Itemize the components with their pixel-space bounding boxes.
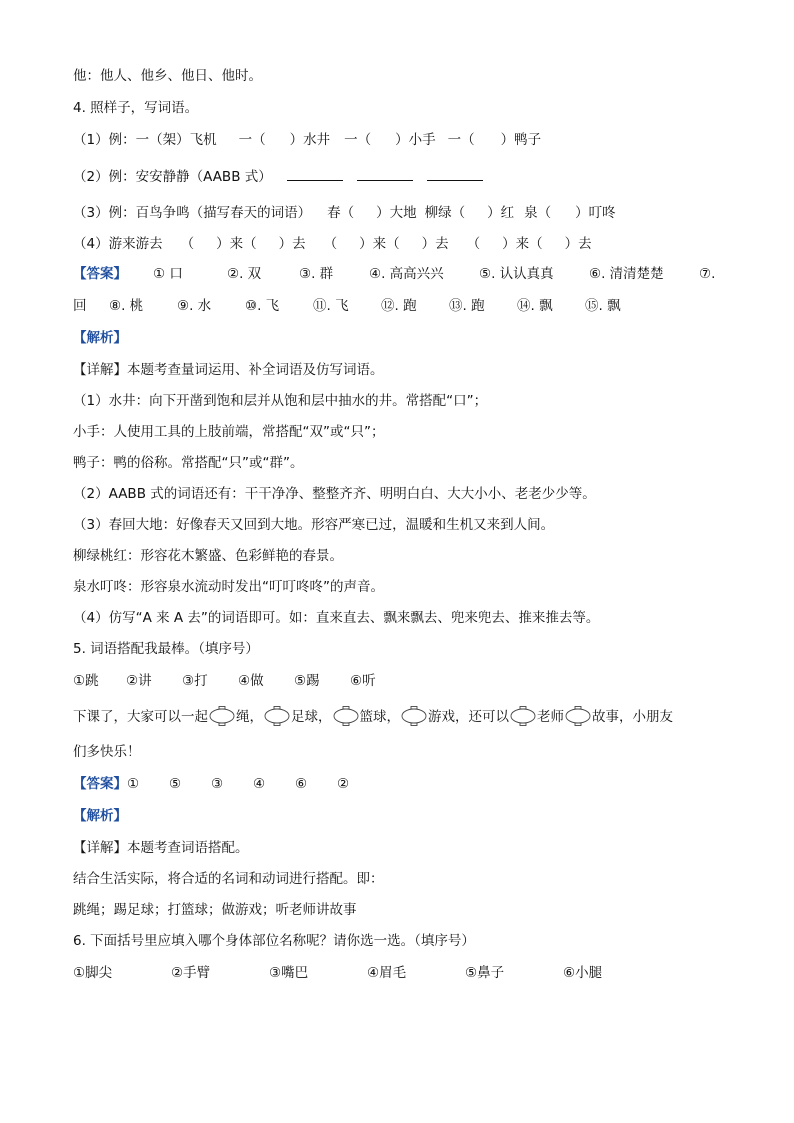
- explanation-5: （3）春回大地：好像春天又回到大地。形容严寒已过，温暖和生机又来到人间。: [73, 517, 555, 533]
- analysis-label-4: 【解析】: [73, 330, 127, 346]
- detail-label: 【详解】: [73, 362, 127, 378]
- lantern-blank-icon[interactable]: [264, 706, 290, 726]
- answer-row-1: [73, 264, 724, 284]
- detail-label: 【详解】: [73, 840, 127, 856]
- answer-label: 【答案】: [73, 776, 127, 792]
- detail-4: 【详解】本题考查量词运用、补全词语及仿写词语。: [73, 362, 384, 378]
- option-item: ③打: [182, 673, 208, 689]
- option-item: ⑤鼻子: [465, 965, 505, 981]
- answer-row-2: [73, 296, 724, 316]
- answer-item: ⑥: [295, 776, 308, 792]
- question-4-title: 4. 照样子，写词语。: [73, 100, 199, 116]
- line-ta-words: 他：他人、他乡、他日、他时。: [73, 68, 262, 84]
- option-item: ①脚尖: [73, 965, 113, 981]
- explanation-4: （2）AABB 式的词语还有：干干净净、整整齐齐、明明白白、大大小小、老老少少等。: [73, 486, 596, 502]
- question-5-options: [73, 671, 724, 691]
- question-6-options: [73, 963, 724, 983]
- explanation-10: 跳绳；踢足球；打篮球；做游戏；听老师讲故事: [73, 902, 357, 918]
- answer-item: ③: [211, 776, 224, 792]
- q4-1-example: （1）例：一（架）飞机: [73, 132, 217, 148]
- question-4-2: [73, 166, 724, 186]
- option-item: ②讲: [126, 673, 152, 689]
- answer-item: ④. 高高兴兴: [369, 266, 444, 282]
- answer-item: ③. 群: [299, 266, 334, 282]
- question-5-sentence: 下课了，大家可以一起 绳， 足球， 篮球， 游戏，还可以 老师 故事，小朋友: [73, 706, 724, 726]
- answer-blank[interactable]: [427, 166, 483, 181]
- answer-item: ⑥. 清清楚楚: [589, 266, 664, 282]
- detail-5: 【详解】本题考查词语搭配。: [73, 840, 249, 856]
- answer-item: ④: [253, 776, 266, 792]
- answer-item: ⑭. 飘: [517, 298, 553, 314]
- explanation-2: 小手：人使用工具的上肢前端，常搭配“双”或“只”；: [73, 424, 385, 440]
- question-5-title: 5. 词语搭配我最棒。（填序号）: [73, 641, 259, 657]
- option-item: ②手臂: [171, 965, 211, 981]
- lantern-blank-icon[interactable]: [565, 706, 591, 726]
- question-4-3: （3）例：百鸟争鸣（描写春天的词语） 春（ ）大地 柳绿（ ）红 泉（ ）叮咚: [73, 205, 616, 221]
- answer-item: ⑤: [169, 776, 182, 792]
- question-5-sentence-cont: 们多快乐！: [73, 744, 141, 760]
- lantern-blank-icon[interactable]: [510, 706, 536, 726]
- explanation-6: 柳绿桃红：形容花木繁盛、色彩鲜艳的春景。: [73, 548, 343, 564]
- answer-row-5: [73, 774, 724, 794]
- question-4-1: （1）例：一（架）飞机 一（ ）水井 一（ ）小手 一（ ）鸭子: [73, 132, 542, 148]
- answer-item: 回: [73, 298, 87, 314]
- answer-item: ①: [127, 776, 140, 792]
- question-4-4: （4）游来游去 （ ）来（ ）去 （ ）来（ ）去 （ ）来（ ）去: [73, 236, 592, 252]
- explanation-1: （1）水井：向下开凿到饱和层并从饱和层中抽水的井。常搭配“口”；: [73, 393, 488, 409]
- explanation-7: 泉水叮咚：形容泉水流动时发出“叮叮咚咚”的声音。: [73, 579, 384, 595]
- q4-4-example: （4）游来游去: [73, 236, 163, 252]
- lantern-blank-icon[interactable]: [209, 706, 235, 726]
- answer-item: ⑮. 飘: [585, 298, 621, 314]
- answer-item: ②: [337, 776, 350, 792]
- q4-3-example: （3）例：百鸟争鸣（描写春天的词语）: [73, 205, 312, 221]
- explanation-3: 鸭子：鸭的俗称。常搭配“只”或“群”。: [73, 455, 304, 471]
- option-item: ⑤踢: [294, 673, 320, 689]
- question-6-title: 6. 下面括号里应填入哪个身体部位名称呢？请你选一选。（填序号）: [73, 933, 475, 949]
- option-item: ③嘴巴: [269, 965, 309, 981]
- analysis-label-5: 【解析】: [73, 808, 127, 824]
- explanation-8: （4）仿写“A 来 A 去”的词语即可。如：直来直去、飘来飘去、兜来兜去、推来推去等。: [73, 610, 600, 626]
- option-item: ④做: [238, 673, 264, 689]
- explanation-9: 结合生活实际，将合适的名词和动词进行搭配。即：: [73, 871, 384, 887]
- option-item: ①跳: [73, 673, 99, 689]
- answer-item: ⑪. 飞: [313, 298, 349, 314]
- option-item: ④眉毛: [367, 965, 407, 981]
- answer-label: 【答案】: [73, 266, 127, 282]
- answer-blank[interactable]: [357, 166, 413, 181]
- option-item: ⑥听: [350, 673, 376, 689]
- q4-2-example: （2）例：安安静静（AABB 式）: [73, 169, 272, 185]
- answer-item: ⑫. 跑: [381, 298, 417, 314]
- answer-item: ⑬. 跑: [449, 298, 485, 314]
- answer-item: ②. 双: [227, 266, 262, 282]
- answer-item: ⑩. 飞: [245, 298, 280, 314]
- answer-item: ① 口: [153, 266, 183, 282]
- answer-item: ⑨. 水: [177, 298, 212, 314]
- answer-item: ⑦.: [699, 266, 716, 282]
- answer-item: ⑤. 认认真真: [479, 266, 554, 282]
- answer-blank[interactable]: [287, 166, 343, 181]
- lantern-blank-icon[interactable]: [401, 706, 427, 726]
- answer-item: ⑧. 桃: [109, 298, 144, 314]
- option-item: ⑥小腿: [563, 965, 603, 981]
- lantern-blank-icon[interactable]: [333, 706, 359, 726]
